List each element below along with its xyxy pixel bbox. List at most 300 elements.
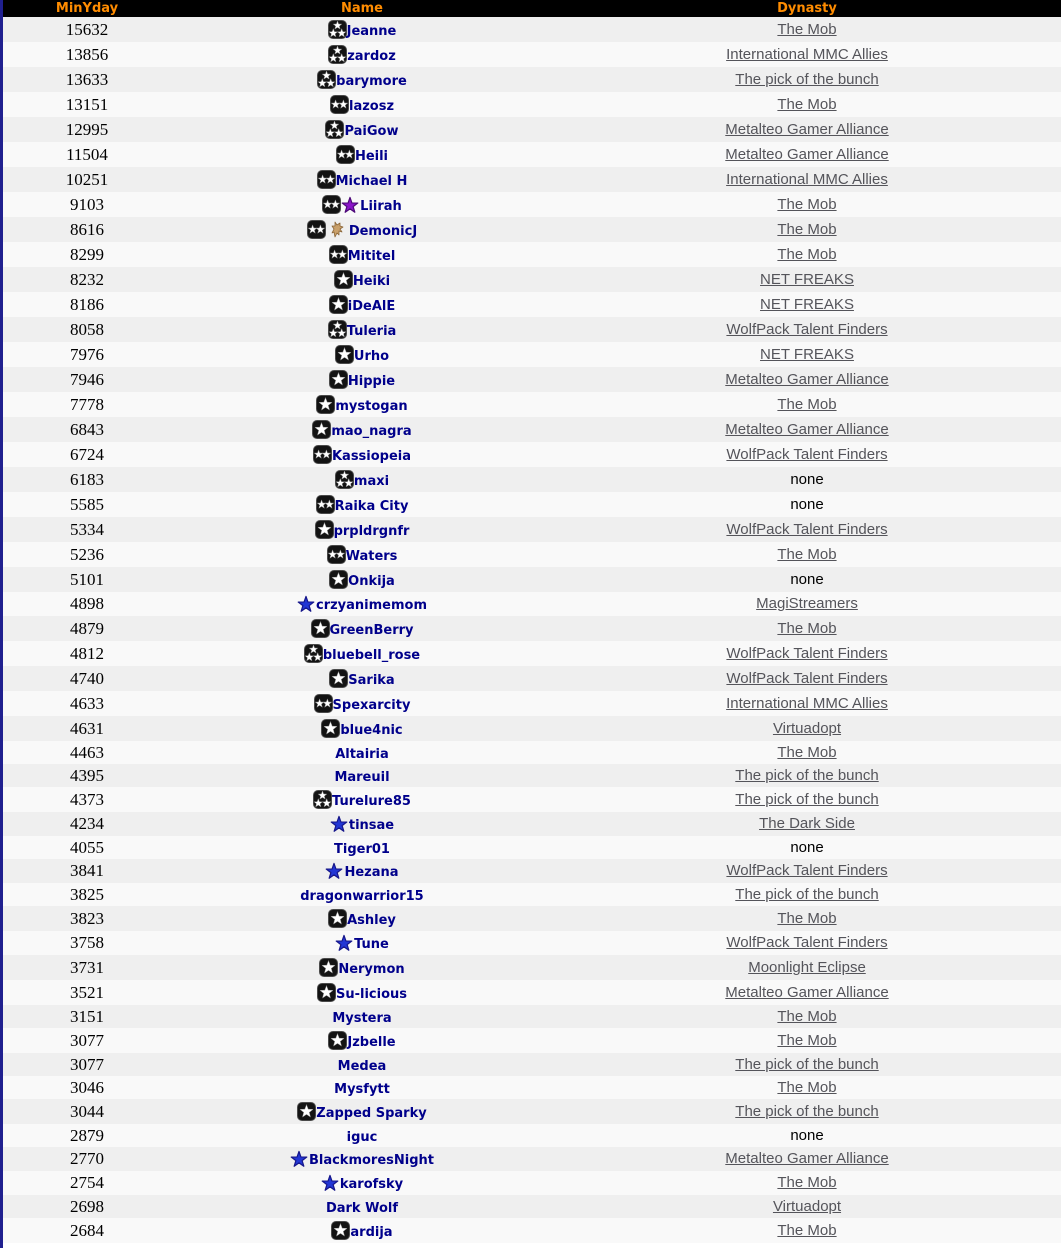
name-wrapper — [171, 245, 553, 264]
column-header-name[interactable]: Name — [171, 0, 553, 17]
minyday-value: 4633 — [70, 693, 104, 713]
table-row — [3, 1028, 1061, 1053]
dynasty-cell — [553, 1053, 1061, 1076]
table-row — [3, 1218, 1061, 1243]
minyday-value: 8616 — [70, 219, 104, 239]
dynasty-cell — [553, 342, 1061, 367]
dynasty-link[interactable]: The Mob — [777, 20, 837, 38]
table-row — [3, 1005, 1061, 1028]
dynasty-link[interactable]: The Mob — [777, 619, 837, 637]
table-row — [3, 317, 1061, 342]
dynasty-cell — [553, 741, 1061, 764]
player-name-link[interactable]: Liirah — [360, 198, 402, 214]
player-name-link[interactable]: dragonwarrior15 — [300, 888, 424, 904]
column-header-minyday[interactable]: MinYday — [3, 0, 171, 17]
rank-badge-1-star-icon — [321, 719, 340, 738]
dynasty-link[interactable]: The pick of the bunch — [735, 885, 879, 903]
name-wrapper — [171, 767, 553, 785]
minyday-value: 4631 — [70, 718, 104, 738]
dynasty-cell — [553, 955, 1061, 980]
name-cell — [171, 142, 553, 167]
dynasty-link[interactable]: The pick of the bunch — [735, 1102, 879, 1120]
minyday-value: 3825 — [70, 884, 104, 904]
rank-badge-1-star-icon — [335, 345, 354, 364]
table-row — [3, 117, 1061, 142]
player-name-link[interactable]: Mysfytt — [334, 1081, 390, 1097]
dynasty-link[interactable]: Metalteo Gamer Alliance — [725, 120, 889, 138]
dynasty-cell — [553, 442, 1061, 467]
player-name-link[interactable]: Nerymon — [338, 961, 405, 977]
blue-star-icon — [325, 862, 343, 880]
minyday-value: 5585 — [70, 494, 104, 514]
minyday-value: 4395 — [70, 765, 104, 785]
player-name-link[interactable]: Urho — [353, 348, 390, 364]
rank-badge-1-star-icon — [328, 909, 347, 928]
name-cell — [171, 1124, 553, 1147]
name-wrapper — [171, 983, 553, 1002]
name-cell — [171, 741, 553, 764]
table-row — [3, 242, 1061, 267]
dynasty-cell — [553, 1005, 1061, 1028]
dynasty-link[interactable]: The Mob — [777, 545, 837, 563]
dynasty-link[interactable]: International MMC Allies — [726, 694, 888, 712]
rank-badge-1-star-icon — [319, 958, 338, 977]
column-header-dynasty[interactable]: Dynasty — [553, 0, 1061, 17]
table-header — [3, 0, 1061, 17]
dynasty-cell — [553, 931, 1061, 955]
player-name-link[interactable]: mao_nagra — [331, 423, 412, 439]
table-row — [3, 955, 1061, 980]
name-wrapper — [171, 120, 553, 139]
dynasty-link[interactable]: NET FREAKS — [760, 295, 854, 313]
player-name-link[interactable]: maxi — [353, 473, 390, 489]
name-wrapper — [171, 934, 553, 952]
dynasty-link[interactable]: The Mob — [777, 395, 837, 413]
table-row — [3, 467, 1061, 492]
dynasty-link[interactable]: Virtuadopt — [772, 1197, 842, 1215]
minyday-value: 3731 — [70, 957, 104, 977]
dynasty-link[interactable]: WolfPack Talent Finders — [726, 934, 888, 951]
player-name-link[interactable]: Raika City — [334, 498, 409, 514]
pet-creature-icon — [331, 221, 344, 238]
player-name-link[interactable]: ardija — [350, 1224, 393, 1240]
name-wrapper — [171, 495, 553, 514]
table-row — [3, 392, 1061, 417]
name-cell — [171, 1195, 553, 1218]
minyday-value: 3077 — [70, 1030, 104, 1050]
dynasty-link[interactable]: The pick of the bunch — [735, 766, 879, 784]
dynasty-link[interactable]: The Mob — [777, 195, 837, 213]
player-name-link[interactable]: DemonicJ — [348, 223, 418, 239]
player-name-link[interactable]: Tune — [354, 937, 389, 952]
name-cell — [171, 117, 553, 142]
name-wrapper — [171, 45, 553, 64]
table-row — [3, 931, 1061, 955]
minyday-value: 3151 — [70, 1006, 104, 1026]
name-cell — [171, 517, 553, 542]
name-cell — [171, 567, 553, 592]
dynasty-cell — [553, 317, 1061, 342]
dynasty-link[interactable]: WolfPack Talent Finders — [726, 644, 888, 662]
name-cell — [171, 1028, 553, 1053]
rank-badge-1-star-icon — [331, 1221, 350, 1240]
player-name-link[interactable]: Mareuil — [334, 769, 390, 785]
dynasty-cell — [553, 42, 1061, 67]
minyday-value: 4879 — [70, 618, 104, 638]
dynasty-cell — [553, 1147, 1061, 1171]
player-name-link[interactable]: bluebell_rose — [322, 647, 421, 663]
dynasty-cell — [553, 666, 1061, 691]
dynasty-none: none — [790, 1126, 824, 1144]
player-name-link[interactable]: Mystera — [332, 1010, 392, 1026]
dynasty-cell — [553, 641, 1061, 666]
name-cell — [171, 267, 553, 292]
dynasty-cell — [553, 492, 1061, 517]
name-cell — [171, 17, 553, 42]
dynasty-cell — [553, 691, 1061, 716]
rank-badge-2-star-icon — [313, 445, 332, 464]
minyday-value: 4373 — [70, 789, 104, 809]
rank-badge-2-star-icon — [307, 220, 326, 239]
minyday-value: 9103 — [70, 194, 104, 214]
dynasty-cell — [553, 980, 1061, 1005]
name-wrapper — [171, 20, 553, 39]
name-wrapper — [171, 1102, 553, 1121]
name-cell — [171, 67, 553, 92]
dynasty-link[interactable]: NET FREAKS — [760, 345, 854, 363]
table-row — [3, 167, 1061, 192]
name-wrapper — [171, 1079, 553, 1097]
player-name-link[interactable]: GreenBerry — [329, 622, 414, 638]
table-row — [3, 741, 1061, 764]
minyday-value: 6183 — [70, 469, 104, 489]
blue-star-icon — [290, 1150, 308, 1168]
minyday-value: 4055 — [70, 837, 104, 857]
dynasty-link[interactable]: WolfPack Talent Finders — [726, 320, 888, 338]
player-name-link[interactable]: mystogan — [335, 398, 408, 414]
dynasty-link[interactable]: WolfPack Talent Finders — [726, 520, 888, 538]
minyday-value: 2684 — [70, 1220, 104, 1240]
dynasty-link[interactable]: The Mob — [777, 95, 837, 113]
dynasty-link[interactable]: WolfPack Talent Finders — [726, 862, 888, 879]
name-cell — [171, 217, 553, 242]
dynasty-link[interactable]: The Mob — [777, 1174, 837, 1191]
player-name-link[interactable]: Hezana — [344, 865, 399, 880]
name-wrapper — [171, 1198, 553, 1216]
dynasty-link[interactable]: Metalteo Gamer Alliance — [725, 145, 889, 163]
dynasty-link[interactable]: MagiStreamers — [756, 595, 858, 612]
table-row — [3, 812, 1061, 836]
dynasty-cell — [553, 1195, 1061, 1218]
player-name-link[interactable]: crzyanimemom — [315, 598, 428, 613]
minyday-value: 4234 — [70, 814, 104, 833]
table-row — [3, 716, 1061, 741]
dynasty-cell — [553, 367, 1061, 392]
rank-badge-1-star-icon — [329, 570, 348, 589]
rank-badge-2-star-icon — [329, 245, 348, 264]
rank-badge-1-star-icon — [334, 270, 353, 289]
minyday-value: 2698 — [70, 1196, 104, 1216]
dynasty-link[interactable]: Moonlight Eclipse — [748, 958, 866, 976]
rank-badge-1-star-icon — [328, 1031, 347, 1050]
minyday-value: 8186 — [70, 294, 104, 314]
name-cell — [171, 836, 553, 859]
player-name-link[interactable]: Su-licious — [335, 986, 407, 1002]
dynasty-cell — [553, 836, 1061, 859]
name-cell — [171, 192, 553, 217]
dynasty-link[interactable]: The Mob — [777, 743, 837, 761]
name-wrapper — [171, 694, 553, 713]
player-name-link[interactable]: Tiger01 — [334, 841, 390, 857]
minyday-value: 8058 — [70, 319, 104, 339]
player-name-link[interactable]: Tuleria — [346, 323, 397, 339]
player-name-link[interactable]: Ashley — [347, 912, 396, 928]
name-wrapper — [171, 909, 553, 928]
table-row — [3, 592, 1061, 616]
table-row — [3, 906, 1061, 931]
player-name-link[interactable]: karofsky — [339, 1177, 404, 1192]
player-name-link[interactable]: Kassiopeia — [331, 448, 412, 464]
player-name-link[interactable]: blue4nic — [340, 722, 403, 738]
player-name-link[interactable]: BlackmoresNight — [308, 1153, 435, 1168]
name-wrapper — [171, 1127, 553, 1145]
name-wrapper — [171, 1174, 553, 1192]
player-name-link[interactable]: Zapped Sparky — [316, 1105, 427, 1121]
dynasty-cell — [553, 1028, 1061, 1053]
dynasty-cell — [553, 517, 1061, 542]
player-name-link[interactable]: iguc — [346, 1129, 378, 1145]
name-cell — [171, 1053, 553, 1076]
rank-badge-1-star-icon — [297, 1102, 316, 1121]
player-name-link[interactable]: Hippie — [347, 373, 396, 389]
dynasty-link[interactable]: WolfPack Talent Finders — [726, 669, 888, 687]
name-cell — [171, 931, 553, 955]
player-name-link[interactable]: Onkija — [348, 573, 395, 589]
dynasty-cell — [553, 467, 1061, 492]
table-row — [3, 980, 1061, 1005]
minyday-value: 6724 — [70, 444, 104, 464]
rank-badge-3-star-icon — [328, 45, 347, 64]
player-name-link[interactable]: iDeAlE — [347, 298, 396, 314]
dynasty-cell — [553, 716, 1061, 741]
table-row — [3, 542, 1061, 567]
player-name-link[interactable]: Mititel — [347, 248, 396, 264]
name-cell — [171, 342, 553, 367]
name-wrapper — [171, 545, 553, 564]
dynasty-cell — [553, 1099, 1061, 1124]
rank-badge-2-star-icon — [327, 545, 346, 564]
name-cell — [171, 883, 553, 906]
dynasty-link[interactable]: The Mob — [777, 220, 837, 238]
name-cell — [171, 859, 553, 883]
dynasty-cell — [553, 192, 1061, 217]
rank-badge-1-star-icon — [315, 520, 334, 539]
name-cell — [171, 716, 553, 741]
player-name-link[interactable]: Sarika — [348, 672, 395, 688]
rank-badge-3-star-icon — [304, 644, 323, 663]
dynasty-link[interactable]: The Dark Side — [759, 815, 855, 832]
dynasty-cell — [553, 67, 1061, 92]
name-wrapper — [171, 95, 553, 114]
name-cell — [171, 292, 553, 317]
table-row — [3, 1099, 1061, 1124]
minyday-value: 2770 — [70, 1149, 104, 1168]
player-name-link[interactable]: zardoz — [347, 48, 396, 64]
blue-star-icon — [321, 1174, 339, 1192]
name-wrapper — [171, 470, 553, 489]
dynasty-link[interactable]: The pick of the bunch — [735, 1055, 879, 1073]
dynasty-link[interactable]: Metalteo Gamer Alliance — [725, 420, 889, 438]
name-wrapper — [171, 744, 553, 762]
dynasty-link[interactable]: The Mob — [777, 1078, 837, 1096]
name-cell — [171, 592, 553, 616]
dynasty-link[interactable]: Metalteo Gamer Alliance — [725, 1150, 889, 1167]
name-cell — [171, 691, 553, 716]
player-name-link[interactable]: Jeanne — [346, 23, 397, 39]
minyday-value: 8299 — [70, 244, 104, 264]
dynasty-link[interactable]: The Mob — [777, 1221, 837, 1239]
name-cell — [171, 92, 553, 117]
name-cell — [171, 980, 553, 1005]
player-name-link[interactable]: Heili — [354, 148, 389, 164]
dynasty-link[interactable]: International MMC Allies — [726, 170, 888, 188]
dynasty-none: none — [790, 470, 824, 488]
table-row — [3, 92, 1061, 117]
name-wrapper — [171, 195, 553, 214]
dynasty-link[interactable]: NET FREAKS — [760, 270, 854, 288]
minyday-value: 11504 — [66, 144, 108, 164]
name-cell — [171, 1171, 553, 1195]
table-row — [3, 417, 1061, 442]
player-name-link[interactable]: Heiki — [352, 273, 391, 289]
name-wrapper — [171, 320, 553, 339]
name-wrapper — [171, 719, 553, 738]
table-row — [3, 267, 1061, 292]
table-row — [3, 1124, 1061, 1147]
name-wrapper — [171, 958, 553, 977]
table-row — [3, 764, 1061, 787]
name-cell — [171, 906, 553, 931]
minyday-value: 15632 — [65, 19, 109, 39]
table-row — [3, 1053, 1061, 1076]
table-row — [3, 342, 1061, 367]
table-row — [3, 492, 1061, 517]
rank-badge-2-star-icon — [330, 95, 349, 114]
player-name-link[interactable]: Medea — [337, 1058, 387, 1074]
player-name-link[interactable]: tinsae — [348, 818, 395, 833]
rank-badge-1-star-icon — [329, 370, 348, 389]
dynasty-link[interactable]: Metalteo Gamer Alliance — [725, 370, 889, 388]
dynasty-link[interactable]: The pick of the bunch — [735, 790, 879, 808]
name-cell — [171, 492, 553, 517]
player-name-link[interactable]: Jzbelle — [347, 1034, 396, 1050]
player-name-link[interactable]: PaiGow — [344, 123, 399, 139]
purple-star-icon — [341, 196, 359, 214]
table-row — [3, 836, 1061, 859]
name-cell — [171, 1076, 553, 1099]
player-name-link[interactable]: prpldrgnfr — [333, 523, 410, 539]
dynasty-cell — [553, 292, 1061, 317]
dynasty-link[interactable]: Metalteo Gamer Alliance — [725, 983, 889, 1001]
dynasty-link[interactable]: The Mob — [777, 245, 837, 263]
dynasty-cell — [553, 242, 1061, 267]
minyday-value: 5236 — [70, 544, 104, 564]
minyday-value: 10251 — [65, 169, 109, 189]
table-row — [3, 641, 1061, 666]
name-cell — [171, 787, 553, 812]
rank-badge-3-star-icon — [335, 470, 354, 489]
rank-badge-2-star-icon — [336, 145, 355, 164]
blue-star-icon — [330, 815, 348, 833]
blue-star-icon — [297, 595, 315, 613]
name-cell — [171, 1147, 553, 1171]
name-wrapper — [171, 220, 553, 239]
table-row — [3, 787, 1061, 812]
name-wrapper — [171, 862, 553, 880]
table-row — [3, 292, 1061, 317]
player-name-link[interactable]: Dark Wolf — [325, 1200, 399, 1216]
dynasty-cell — [553, 167, 1061, 192]
name-wrapper — [171, 886, 553, 904]
dynasty-cell — [553, 392, 1061, 417]
name-wrapper — [171, 1056, 553, 1074]
table-row — [3, 616, 1061, 641]
dynasty-none: none — [790, 570, 824, 588]
player-name-link[interactable]: Altairia — [335, 746, 389, 762]
name-wrapper — [171, 1221, 553, 1240]
player-name-link[interactable]: Waters — [345, 548, 398, 564]
name-cell — [171, 167, 553, 192]
name-cell — [171, 1218, 553, 1243]
minyday-value: 6843 — [70, 419, 104, 439]
dynasty-link[interactable]: WolfPack Talent Finders — [726, 445, 888, 463]
player-name-link[interactable]: lazosz — [348, 98, 395, 114]
player-name-link[interactable]: Michael H — [335, 173, 408, 189]
dynasty-link[interactable]: The Mob — [777, 1031, 837, 1049]
dynasty-link[interactable]: Virtuadopt — [772, 719, 842, 737]
table-row — [3, 883, 1061, 906]
minyday-value: 12995 — [65, 119, 109, 139]
dynasty-link[interactable]: The pick of the bunch — [735, 70, 879, 88]
table-row — [3, 517, 1061, 542]
player-name-link[interactable]: Spexarcity — [332, 697, 411, 713]
name-cell — [171, 1005, 553, 1028]
table-row — [3, 1171, 1061, 1195]
minyday-value: 3077 — [70, 1054, 104, 1074]
minyday-value: 2754 — [70, 1173, 104, 1192]
rank-badge-3-star-icon — [325, 120, 344, 139]
rank-badge-3-star-icon — [328, 320, 347, 339]
name-wrapper — [171, 790, 553, 809]
minyday-value: 8232 — [70, 269, 104, 289]
player-name-link[interactable]: barymore — [336, 73, 407, 89]
name-cell — [171, 542, 553, 567]
rank-badge-1-star-icon — [329, 295, 348, 314]
minyday-value: 3841 — [70, 861, 104, 880]
name-wrapper — [171, 1008, 553, 1026]
dynasty-link[interactable]: The Mob — [777, 1007, 837, 1025]
dynasty-cell — [553, 764, 1061, 787]
dynasty-link[interactable]: The Mob — [777, 909, 837, 927]
dynasty-cell — [553, 906, 1061, 931]
name-wrapper — [171, 270, 553, 289]
dynasty-cell — [553, 1076, 1061, 1099]
dynasty-link[interactable]: International MMC Allies — [726, 45, 888, 63]
minyday-value: 13856 — [65, 44, 109, 64]
player-name-link[interactable]: Turelure85 — [332, 793, 411, 809]
dynasty-cell — [553, 142, 1061, 167]
table-row — [3, 42, 1061, 67]
